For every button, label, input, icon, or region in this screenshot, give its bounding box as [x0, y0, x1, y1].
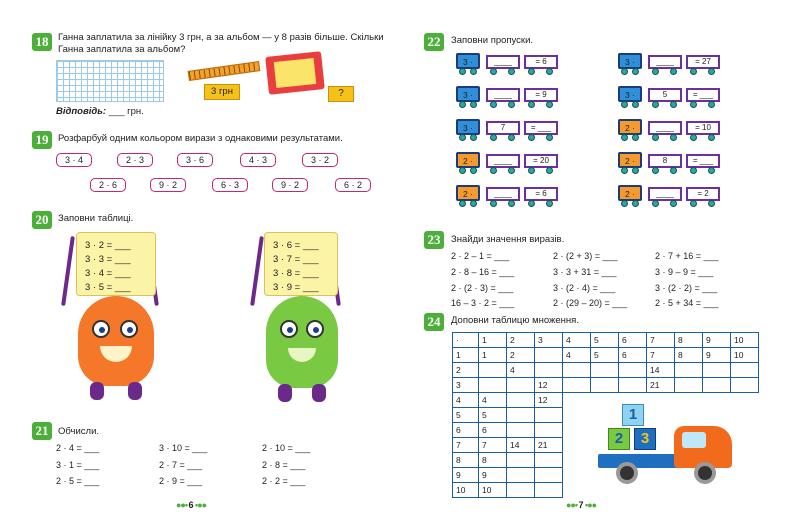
wheel-icon	[652, 134, 659, 141]
table-cell[interactable]	[535, 423, 563, 438]
table-header-cell: 6	[453, 423, 479, 438]
wheel-icon	[490, 200, 497, 207]
sign-pole	[61, 236, 75, 306]
table-header-cell: 2	[453, 363, 479, 378]
table-cell[interactable]: 12	[535, 393, 563, 408]
wheel-icon	[459, 134, 466, 141]
calc-expression[interactable]: 2 · 4 = ___	[56, 443, 100, 453]
value-expression[interactable]: 2 · (29 – 20) = ___	[553, 298, 628, 308]
task-19-number: 19	[32, 131, 52, 149]
train	[456, 53, 568, 75]
table-cell[interactable]: 21	[535, 438, 563, 453]
value-expression[interactable]: 2 · 2 – 1 = ___	[451, 251, 510, 261]
wheel-icon	[490, 134, 497, 141]
wheel-icon	[470, 101, 477, 108]
calc-expression[interactable]: 2 · 8 = ___	[262, 460, 306, 470]
train-locomotive: 2 ·	[618, 185, 642, 201]
table-cell[interactable]: 8	[479, 453, 507, 468]
monster-leg	[278, 384, 292, 402]
wheel-icon	[652, 200, 659, 207]
table-header-cell: 1	[453, 348, 479, 363]
task-18-number: 18	[32, 33, 52, 51]
wheel-icon	[490, 167, 497, 174]
table-cell[interactable]: 5	[479, 408, 507, 423]
train-car-result[interactable]: = ___	[686, 88, 720, 102]
table-cell[interactable]	[535, 468, 563, 483]
table-cell[interactable]	[563, 453, 591, 468]
table-header-cell: 9	[453, 468, 479, 483]
wheel-icon	[670, 134, 677, 141]
wheel-icon	[652, 167, 659, 174]
table-cell[interactable]	[507, 378, 535, 393]
wheel-icon	[690, 68, 697, 75]
table-cell[interactable]: 12	[535, 378, 563, 393]
table-header-cell: 2	[507, 333, 535, 348]
table-cell[interactable]: 7	[647, 348, 675, 363]
wheel-icon	[708, 68, 715, 75]
train	[618, 86, 730, 108]
wheel-icon	[546, 167, 553, 174]
wheel-icon	[670, 68, 677, 75]
table-header-cell: 8	[453, 453, 479, 468]
train-car-result[interactable]: = 6	[524, 187, 558, 201]
task-22-title: Заповни пропуски.	[451, 35, 534, 46]
expr-chip[interactable]: 2 · 6	[90, 178, 126, 192]
train	[456, 119, 568, 141]
wheel-icon	[459, 68, 466, 75]
wheel-icon	[690, 134, 697, 141]
wheel-icon	[470, 134, 477, 141]
train-locomotive: 2 ·	[618, 152, 642, 168]
wheel-icon	[546, 101, 553, 108]
table-cell[interactable]	[731, 363, 759, 378]
table-cell[interactable]	[479, 363, 507, 378]
expr-chip[interactable]: 2 · 3	[117, 153, 153, 167]
table-cell[interactable]	[591, 378, 619, 393]
table-cell[interactable]: 9	[479, 468, 507, 483]
table-cell[interactable]: 4	[479, 393, 507, 408]
wheel-icon	[708, 101, 715, 108]
wheel-icon	[621, 101, 628, 108]
table-cell[interactable]	[563, 483, 591, 498]
ruler-image	[188, 61, 261, 81]
table-cell[interactable]	[563, 393, 591, 408]
train	[618, 185, 730, 207]
wheel-icon	[632, 134, 639, 141]
train-car-middle[interactable]: 5	[648, 88, 682, 102]
table-cell[interactable]	[731, 378, 759, 393]
wheel-icon	[470, 68, 477, 75]
wheel-icon	[490, 68, 497, 75]
wheel-icon	[490, 101, 497, 108]
wheel-icon	[528, 200, 535, 207]
calc-expression[interactable]: 2 · 9 = ___	[159, 476, 203, 486]
train-car-middle[interactable]: ____	[486, 55, 520, 69]
footer-dots-icon: ●●•	[566, 500, 579, 510]
table-header-cell: 1	[479, 333, 507, 348]
calc-expression[interactable]: 2 · 10 = ___	[262, 443, 311, 453]
table-cell[interactable]: 4	[507, 363, 535, 378]
price-tag: 3 грн	[204, 84, 240, 100]
train-locomotive: 2 ·	[456, 152, 480, 168]
wheel-icon	[459, 101, 466, 108]
table-header-cell: 7	[647, 333, 675, 348]
wheel-icon	[508, 68, 515, 75]
train-car-result[interactable]: = 10	[686, 121, 720, 135]
table-cell[interactable]: 7	[479, 438, 507, 453]
train	[456, 86, 568, 108]
task-18-text	[58, 32, 384, 56]
table-header-cell: 5	[591, 333, 619, 348]
train-car-middle[interactable]: ____	[486, 154, 520, 168]
table-header-cell: 6	[619, 333, 647, 348]
unknown-price-tag: ?	[328, 86, 354, 102]
value-expression[interactable]: 2 · 7 + 16 = ___	[655, 251, 719, 261]
block-3: 3	[634, 428, 656, 450]
footer-dots-icon: ●●•	[176, 500, 189, 510]
wheel-icon	[632, 101, 639, 108]
table-header-cell: 3	[453, 378, 479, 393]
block-1: 1	[622, 404, 644, 426]
task-21-number: 21	[32, 422, 52, 440]
wheel-icon	[670, 200, 677, 207]
table-header-cell: 8	[675, 333, 703, 348]
train-car-result[interactable]: = 6	[524, 55, 558, 69]
table-cell[interactable]	[479, 378, 507, 393]
page-number: 6	[188, 500, 194, 510]
answer-grid[interactable]	[56, 60, 164, 102]
train-car-middle[interactable]: 7	[486, 121, 520, 135]
table-cell[interactable]	[703, 378, 731, 393]
orange-monster	[78, 296, 154, 386]
table-cell[interactable]	[591, 363, 619, 378]
value-expression[interactable]: 16 – 3 · 2 = ___	[451, 298, 515, 308]
wheel-icon	[708, 167, 715, 174]
sign-line[interactable]: 3 · 4 = ___	[85, 268, 131, 279]
table-cell[interactable]	[507, 423, 535, 438]
value-expression[interactable]: 3 · (2 · 2) = ___	[655, 283, 718, 293]
table-cell[interactable]	[507, 453, 535, 468]
table-cell[interactable]	[619, 378, 647, 393]
task-24-number: 24	[424, 313, 444, 331]
train-car-result[interactable]: = ___	[524, 121, 558, 135]
train-car-middle[interactable]: ____	[486, 187, 520, 201]
table-cell[interactable]: 5	[591, 348, 619, 363]
table-cell[interactable]: 6	[479, 423, 507, 438]
table-header-cell: 5	[453, 408, 479, 423]
calc-expression[interactable]: 3 · 1 = ___	[56, 460, 100, 470]
sign-line[interactable]: 3 · 8 = ___	[273, 268, 319, 279]
wheel-icon	[508, 200, 515, 207]
table-cell[interactable]: 14	[647, 363, 675, 378]
train-car-middle[interactable]: ____	[486, 88, 520, 102]
table-header-cell: 3	[535, 333, 563, 348]
wheel-icon	[508, 167, 515, 174]
value-expression[interactable]: 2 · 8 – 16 = ___	[451, 267, 515, 277]
value-expression[interactable]: 2 · (2 · 3) = ___	[451, 283, 514, 293]
value-expression[interactable]: 3 · 9 – 9 = ___	[655, 267, 714, 277]
table-cell[interactable]	[563, 468, 591, 483]
calc-expression[interactable]: 3 · 10 = ___	[159, 443, 208, 453]
wheel-icon	[690, 101, 697, 108]
sign-line[interactable]: 3 · 5 = ___	[85, 282, 131, 293]
train	[618, 152, 730, 174]
task-20-number: 20	[32, 211, 52, 229]
task-23-title: Знайди значення виразів.	[451, 234, 565, 245]
wheel-icon	[690, 200, 697, 207]
table-cell[interactable]: 10	[479, 483, 507, 498]
table-cell[interactable]	[535, 348, 563, 363]
expr-chip[interactable]: 9 · 2	[150, 178, 186, 192]
wheel-icon	[632, 68, 639, 75]
wheel-icon	[528, 101, 535, 108]
train	[456, 185, 568, 207]
sign-line[interactable]: 3 · 7 = ___	[273, 254, 319, 265]
table-cell[interactable]: 2	[507, 348, 535, 363]
train-car-result[interactable]: = 20	[524, 154, 558, 168]
table-cell[interactable]: 4	[563, 348, 591, 363]
table-cell[interactable]	[563, 363, 591, 378]
table-cell[interactable]: 8	[675, 348, 703, 363]
value-expression[interactable]: 3 · (2 · 4) = ___	[553, 283, 616, 293]
train-locomotive: 3 ·	[618, 86, 642, 102]
table-row	[453, 348, 759, 363]
expr-chip[interactable]: 6 · 3	[212, 178, 248, 192]
table-cell[interactable]	[563, 438, 591, 453]
calc-expression[interactable]: 2 · 7 = ___	[159, 460, 203, 470]
wheel-icon	[528, 167, 535, 174]
expr-chip[interactable]: 3 · 6	[177, 153, 213, 167]
task-24-title: Доповни таблицю множення.	[451, 315, 579, 326]
wheel-icon	[459, 200, 466, 207]
train-car-middle[interactable]: ____	[648, 121, 682, 135]
monster-leg	[128, 382, 142, 400]
table-header-cell: 10	[731, 333, 759, 348]
table-cell[interactable]: 14	[507, 438, 535, 453]
sign-line[interactable]: 3 · 6 = ___	[273, 240, 319, 251]
table-header-cell: 9	[703, 333, 731, 348]
calc-expression[interactable]: 2 · 5 = ___	[56, 476, 100, 486]
table-cell[interactable]: 10	[731, 348, 759, 363]
table-cell[interactable]	[703, 363, 731, 378]
table-cell[interactable]: 6	[619, 348, 647, 363]
page-number-left	[176, 500, 206, 510]
task-18-line1: Ганна заплатила за лінійку 3 грн, а за альбом — у 8 разів більше. Скільки	[58, 32, 384, 43]
wheel-icon	[670, 167, 677, 174]
footer-dots-icon: •●●	[583, 500, 597, 510]
table-cell[interactable]: 9	[703, 348, 731, 363]
table-header-cell: ·	[453, 333, 479, 348]
wheel-icon	[546, 68, 553, 75]
wheel-icon	[621, 200, 628, 207]
answer-blank[interactable]: ___ грн.	[108, 106, 144, 117]
table-cell[interactable]	[563, 378, 591, 393]
train-car-middle[interactable]: ____	[648, 187, 682, 201]
train	[456, 152, 568, 174]
block-2: 2	[608, 428, 630, 450]
multiplication-sign-1	[76, 232, 156, 296]
train-car-middle[interactable]: ____	[648, 55, 682, 69]
task-18-line2: Ганна заплатила за альбом?	[58, 44, 186, 55]
train-locomotive: 2 ·	[456, 185, 480, 201]
table-header-cell: 4	[453, 393, 479, 408]
expr-chip[interactable]: 4 · 3	[240, 153, 276, 167]
expr-chip[interactable]: 9 · 2	[272, 178, 308, 192]
table-cell[interactable]	[507, 393, 535, 408]
monster-leg	[90, 382, 104, 400]
table-cell[interactable]	[535, 483, 563, 498]
train-locomotive: 3 ·	[456, 119, 480, 135]
value-expression[interactable]: 2 · 5 + 34 = ___	[655, 298, 719, 308]
sign-pole	[250, 236, 264, 306]
wheel-icon	[652, 101, 659, 108]
table-cell[interactable]	[535, 453, 563, 468]
sign-line[interactable]: 3 · 9 = ___	[273, 282, 319, 293]
table-cell[interactable]	[619, 363, 647, 378]
table-cell[interactable]	[535, 363, 563, 378]
task-19-title: Розфарбуй одним кольором вирази з однаковими результатами.	[58, 133, 343, 144]
value-expression[interactable]: 2 · (2 + 3) = ___	[553, 251, 618, 261]
train-car-result[interactable]: = 27	[686, 55, 720, 69]
wheel-icon	[690, 167, 697, 174]
wheel-icon	[621, 167, 628, 174]
wheel-icon	[546, 200, 553, 207]
wheel-icon	[528, 68, 535, 75]
answer-label: Відповідь:	[56, 106, 107, 117]
wheel-icon	[632, 167, 639, 174]
train-car-middle[interactable]: 8	[648, 154, 682, 168]
wheel-icon	[508, 134, 515, 141]
calc-expression[interactable]: 2 · 2 = ___	[262, 476, 306, 486]
expr-chip[interactable]: 6 · 2	[335, 178, 371, 192]
table-header-cell: 4	[563, 333, 591, 348]
table-row	[453, 333, 759, 348]
wheel-icon	[670, 101, 677, 108]
footer-dots-icon: •●●	[193, 500, 207, 510]
train-locomotive: 3 ·	[618, 53, 642, 69]
wheel-icon	[632, 200, 639, 207]
wheel-icon	[459, 167, 466, 174]
multiplication-sign-2	[264, 232, 338, 296]
table-cell[interactable]	[563, 408, 591, 423]
table-cell[interactable]: 1	[479, 348, 507, 363]
wheel-icon	[708, 134, 715, 141]
page-number: 7	[578, 500, 584, 510]
table-row	[453, 363, 759, 378]
sign-line[interactable]: 3 · 2 = ___	[85, 240, 131, 251]
wheel-icon	[652, 68, 659, 75]
album-image	[265, 51, 325, 95]
wheel-icon	[708, 200, 715, 207]
expr-chip[interactable]: 3 · 2	[302, 153, 338, 167]
table-cell[interactable]	[563, 423, 591, 438]
train-car-result[interactable]: = 2	[686, 187, 720, 201]
wheel-icon	[470, 200, 477, 207]
train-locomotive: 2 ·	[618, 119, 642, 135]
table-cell[interactable]	[507, 408, 535, 423]
train	[618, 119, 730, 141]
table-row	[453, 378, 759, 393]
sign-line[interactable]: 3 · 3 = ___	[85, 254, 131, 265]
monster-leg	[312, 384, 326, 402]
table-header-cell: 10	[453, 483, 479, 498]
wheel-icon	[528, 134, 535, 141]
table-cell[interactable]	[507, 468, 535, 483]
train	[618, 53, 730, 75]
task-22-number: 22	[424, 33, 444, 51]
table-cell[interactable]	[535, 408, 563, 423]
page-number-right	[566, 500, 596, 510]
wheel-icon	[546, 134, 553, 141]
table-cell[interactable]	[675, 363, 703, 378]
task-21-title: Обчисли.	[58, 426, 100, 437]
train-locomotive: 3 ·	[456, 53, 480, 69]
table-cell[interactable]	[507, 483, 535, 498]
task-23-number: 23	[424, 231, 444, 249]
wheel-icon	[621, 134, 628, 141]
table-cell[interactable]: 21	[647, 378, 675, 393]
expr-chip[interactable]: 3 · 4	[56, 153, 92, 167]
answer-line	[56, 106, 144, 117]
wheel-icon	[470, 167, 477, 174]
table-header-cell: 7	[453, 438, 479, 453]
green-monster	[266, 296, 338, 388]
wheel-icon	[508, 101, 515, 108]
train-locomotive: 3 ·	[456, 86, 480, 102]
value-expression[interactable]: 3 · 3 + 31 = ___	[553, 267, 617, 277]
table-cell[interactable]	[675, 378, 703, 393]
task-20-title: Заповни таблиці.	[58, 213, 134, 224]
train-car-result[interactable]: = ___	[686, 154, 720, 168]
train-car-result[interactable]: = 9	[524, 88, 558, 102]
wheel-icon	[621, 68, 628, 75]
